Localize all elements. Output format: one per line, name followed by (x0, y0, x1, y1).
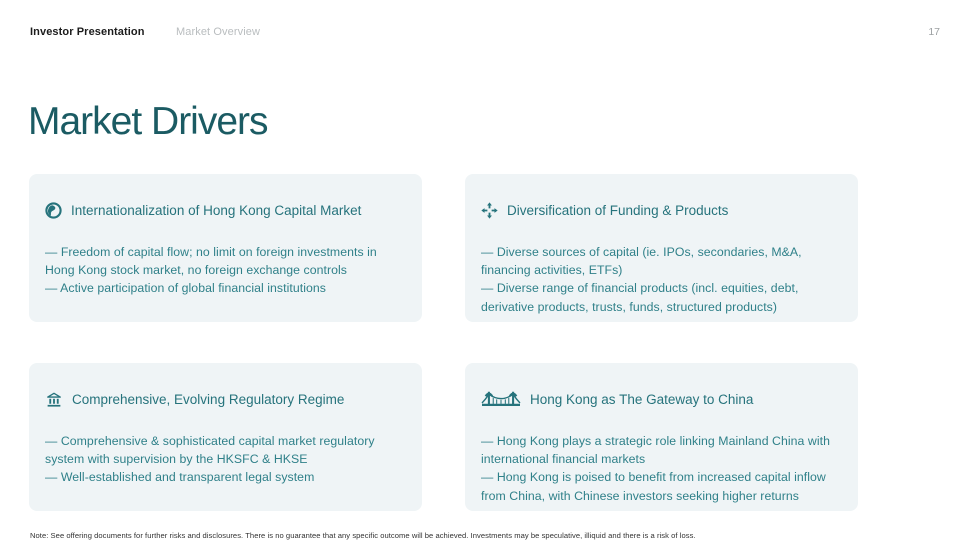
bullet: — Freedom of capital flow; no limit on foreign investments in Hong Kong stock market, no foreign exchange controls (45, 245, 377, 278)
diversify-arrows-icon (481, 202, 498, 219)
footer-disclaimer: Note: See offering documents for further risks and disclosures. There is no guarantee that any specific outcome will be achieved. Investments may be speculative, illiquid and there is a risk of loss. (30, 531, 696, 540)
bridge-icon (481, 390, 521, 409)
globe-icon (45, 202, 62, 219)
card-title: Comprehensive, Evolving Regulatory Regime (72, 391, 345, 407)
bullet: — Hong Kong is poised to benefit from increased capital inflow from China, with Chinese investors seeking higher returns (481, 470, 826, 503)
card-header (45, 200, 407, 220)
card-header (481, 200, 843, 220)
card-diversification (465, 174, 858, 322)
card-internationalization (29, 174, 422, 322)
bank-icon (45, 391, 63, 408)
section-label: Market Overview (176, 26, 261, 38)
bullet: — Diverse sources of capital (ie. IPOs, secondaries, M&A, financing activities, ETFs) (481, 245, 802, 278)
card-body (481, 432, 843, 505)
card-header (45, 389, 407, 409)
bullet: — Well-established and transparent legal system (45, 470, 315, 485)
bullet: — Hong Kong plays a strategic role linking Mainland China with international financial markets (481, 434, 830, 467)
bullet: — Comprehensive & sophisticated capital market regulatory system with supervision by the HKSFC & HKSE (45, 434, 375, 467)
presentation-title: Investor Presentation (30, 26, 145, 38)
card-title: Diversification of Funding & Products (507, 202, 729, 218)
bullet: — Active participation of global financial institutions (45, 281, 326, 296)
page-number: 17 (928, 26, 940, 38)
card-body (481, 243, 843, 316)
card-title: Hong Kong as The Gateway to China (530, 391, 754, 407)
page-title: Market Drivers (28, 100, 268, 143)
card-body (45, 243, 407, 298)
card-regulatory (29, 363, 422, 511)
card-title: Internationalization of Hong Kong Capital Market (71, 202, 362, 218)
card-body (45, 432, 407, 487)
card-gateway (465, 363, 858, 511)
bullet: — Diverse range of financial products (incl. equities, debt, derivative products, trusts, funds, structured products) (481, 281, 799, 314)
card-header (481, 389, 843, 409)
